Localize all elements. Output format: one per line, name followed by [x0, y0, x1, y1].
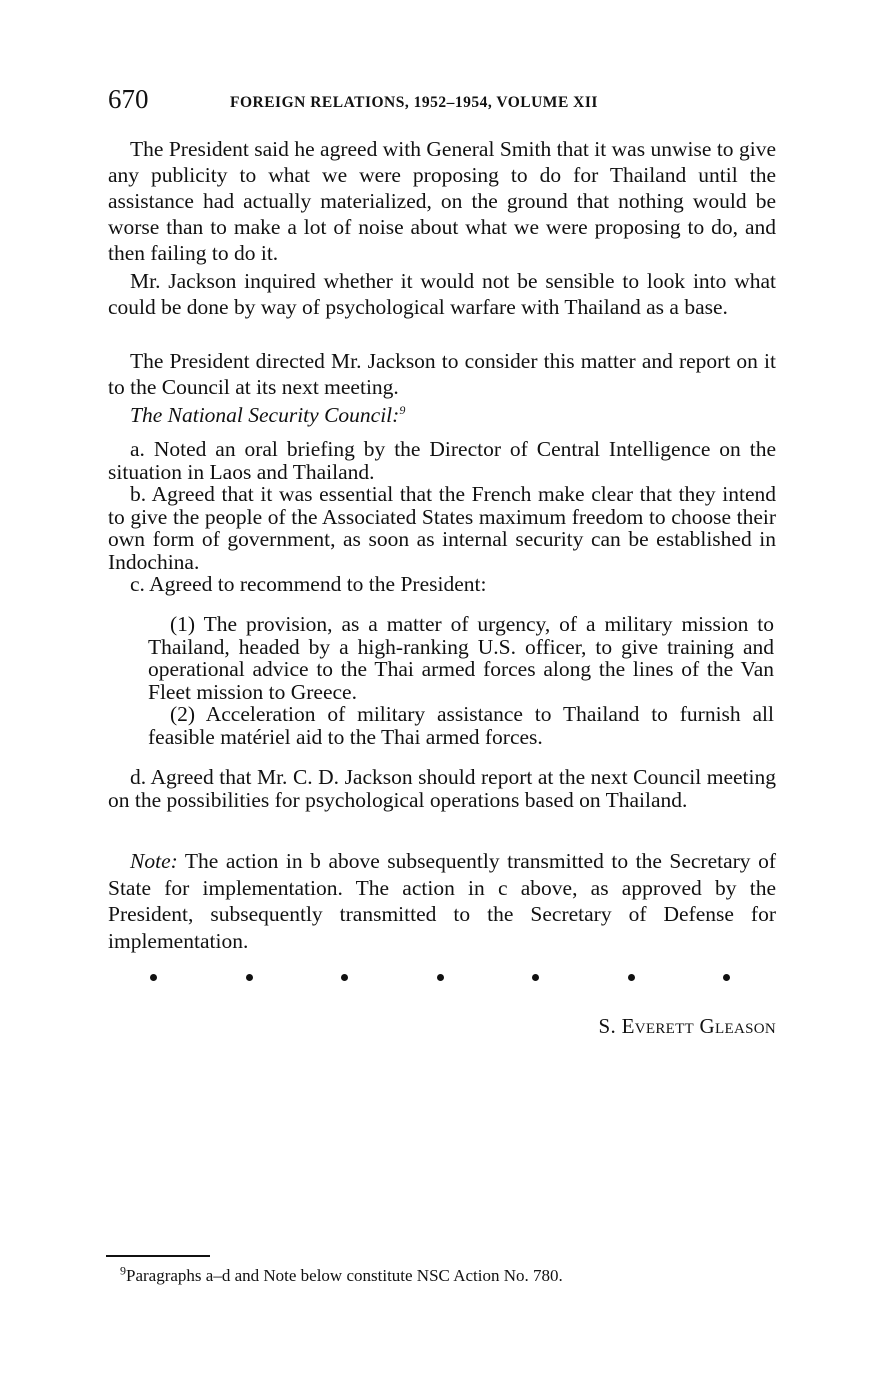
dot	[341, 974, 348, 981]
footnote-rule	[106, 1255, 210, 1257]
footnote-ref: 9	[399, 402, 406, 417]
paragraph-president-publicity: The President said he agreed with General Smith that it was unwise to give any publicity to what we were proposing to do for Thailand until the assistance had actually materialized, on the ground that nothing would be worse than to make a lot of noise about what we were proposing to do, and then failing to do it.	[108, 137, 776, 265]
page-header	[108, 84, 778, 124]
footnote-text: Paragraphs a–d and Note below constitute NSC Action No. 780.	[126, 1266, 563, 1285]
paragraph-jackson-inquiry: Mr. Jackson inquired whether it would not be sensible to look into what could be done by way of psychological warfare with Thailand as a base.	[108, 269, 776, 319]
dot	[246, 974, 253, 981]
ellipsis-dots	[150, 974, 730, 994]
action-b: b. Agreed that it was essential that the French make clear that they intend to give the people of the Associated States maximum freedom to choose their own form of government, as soon as internal security can be established in Indochina.	[108, 482, 776, 574]
action-a: a. Noted an oral briefing by the Director of Central Intelligence on the situation in Laos and Thailand.	[108, 437, 776, 484]
signature: S. Everett Gleason	[598, 1014, 776, 1038]
dot	[532, 974, 539, 981]
running-head: FOREIGN RELATIONS, 1952–1954, VOLUME XII	[230, 94, 598, 111]
dot	[628, 974, 635, 981]
recommendation-2: (2) Acceleration of military assistance to Thailand to furnish all feasible matériel aid to the Thai armed forces.	[148, 702, 774, 749]
note-text: The action in b above subsequently transmitted to the Secretary of State for implementation. The action in c above, as approved by the President, subsequently transmitted to the Secretary of Defense for implementation.	[108, 849, 776, 953]
dot	[150, 974, 157, 981]
footnote	[120, 1263, 563, 1286]
action-c: c. Agreed to recommend to the President:	[130, 572, 487, 596]
note-paragraph	[108, 848, 776, 954]
dot	[723, 974, 730, 981]
footnote-marker: 9	[120, 1263, 126, 1278]
page-number: 670	[108, 84, 149, 114]
action-d: d. Agreed that Mr. C. D. Jackson should report at the next Council meeting on the possibilities for psychological operations based on Thailand.	[108, 765, 776, 812]
recommendation-1: (1) The provision, as a matter of urgency, of a military mission to Thailand, headed by a high-ranking U.S. officer, to give training and operational advice to the Thai armed forces along the lines of the Van Fleet mission to Greece.	[148, 612, 774, 704]
nsc-heading	[108, 402, 776, 428]
recommendations-list	[148, 613, 774, 748]
paragraph-president-directed: The President directed Mr. Jackson to consider this matter and report on it to the Council at its next meeting.	[108, 349, 776, 399]
dot	[437, 974, 444, 981]
note-label: Note:	[130, 849, 178, 873]
nsc-heading-text: The National Security Council:	[130, 403, 400, 427]
actions-list	[108, 438, 776, 596]
